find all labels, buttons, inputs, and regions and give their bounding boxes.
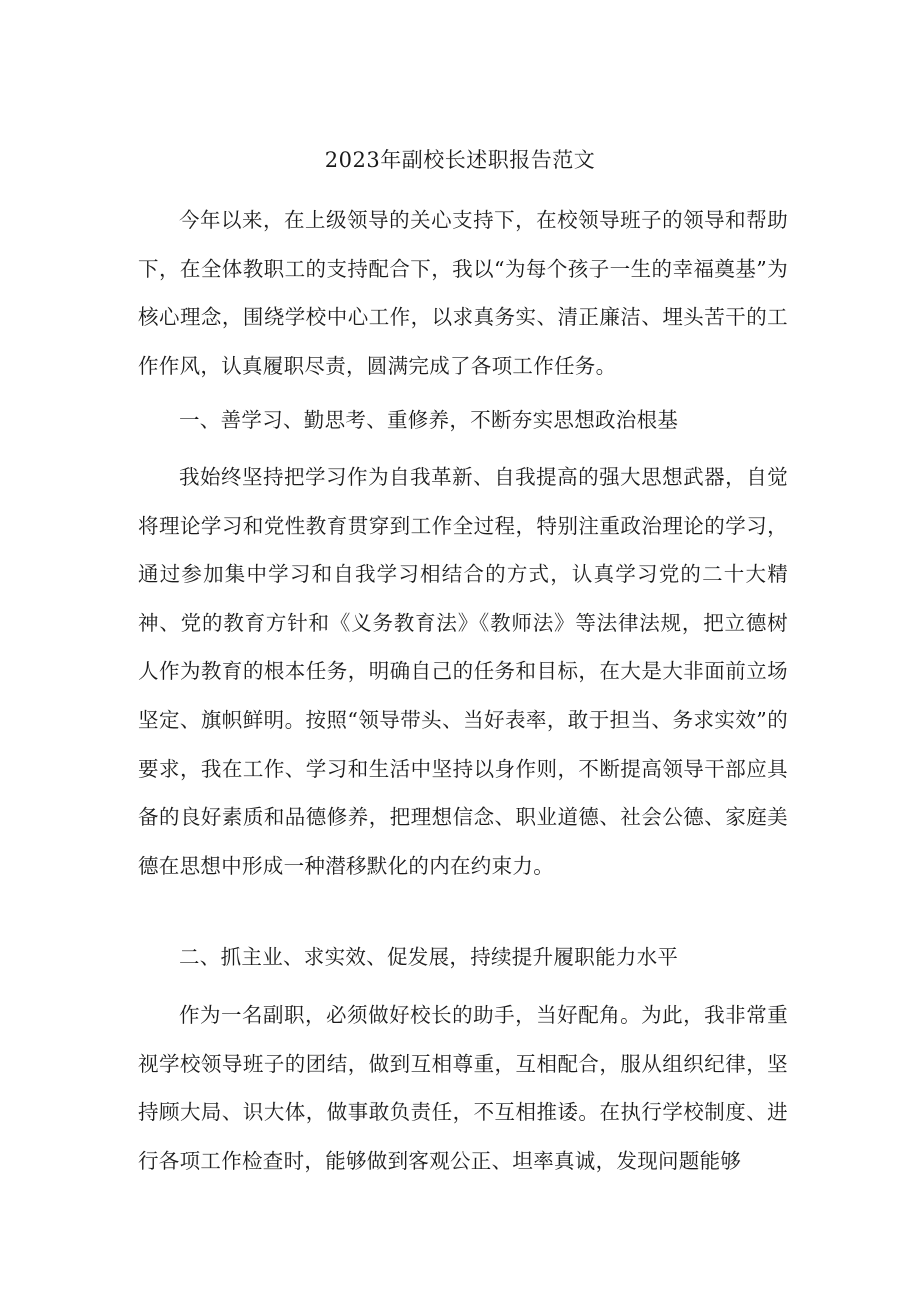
- document-title: 2023年副校长述职报告范文: [324, 148, 596, 172]
- section-1-heading: 一、善学习、勤思考、重修养，不断夯实思想政治根基: [179, 408, 679, 432]
- intro-paragraph: 今年以来，在上级领导的关心支持下，在校领导班子的领导和帮助下，在全体教职工的支持配合下，我以“为每个孩子一生的幸福奠基”为核心理念，围绕学校中心工作，以求真务实、清正廉洁、埋头苦干的工作作风，认真履职尽责，圆满完成了各项工作任务。: [138, 208, 788, 378]
- section-2-heading: 二、抓主业、求实效、促发展，持续提升履职能力水平: [179, 945, 679, 969]
- section-1-paragraph: 我始终坚持把学习作为自我革新、自我提高的强大思想武器，自觉将理论学习和党性教育贯穿到工作全过程，特别注重政治理论的学习，通过参加集中学习和自我学习相结合的方式，认真学习党的二十大精神、党的教育方针和《义务教育法》《教师法》等法律法规，把立德树人作为教育的根本任务，明确自己的任务和目标，在大是大非面前立场坚定、旗帜鲜明。按照“领导带头、当好表率，敢于担当、务求实效”的要求，我在工作、学习和生活中坚持以身作则，不断提高领导干部应具备的良好素质和品德修养，把理想信念、职业道德、社会公德、家庭美德在思想中形成一种潜移默化的内在约束力。: [138, 465, 788, 878]
- section-2-paragraph: 作为一名副职，必须做好校长的助手，当好配角。为此，我非常重视学校领导班子的团结，做到互相尊重，互相配合，服从组织纪律，坚持顾大局、识大体，做事敢负责任，不互相推诿。在执行学校制度、进行各项工作检查时，能够做到客观公正、坦率真诚，发现问题能够: [138, 1003, 788, 1173]
